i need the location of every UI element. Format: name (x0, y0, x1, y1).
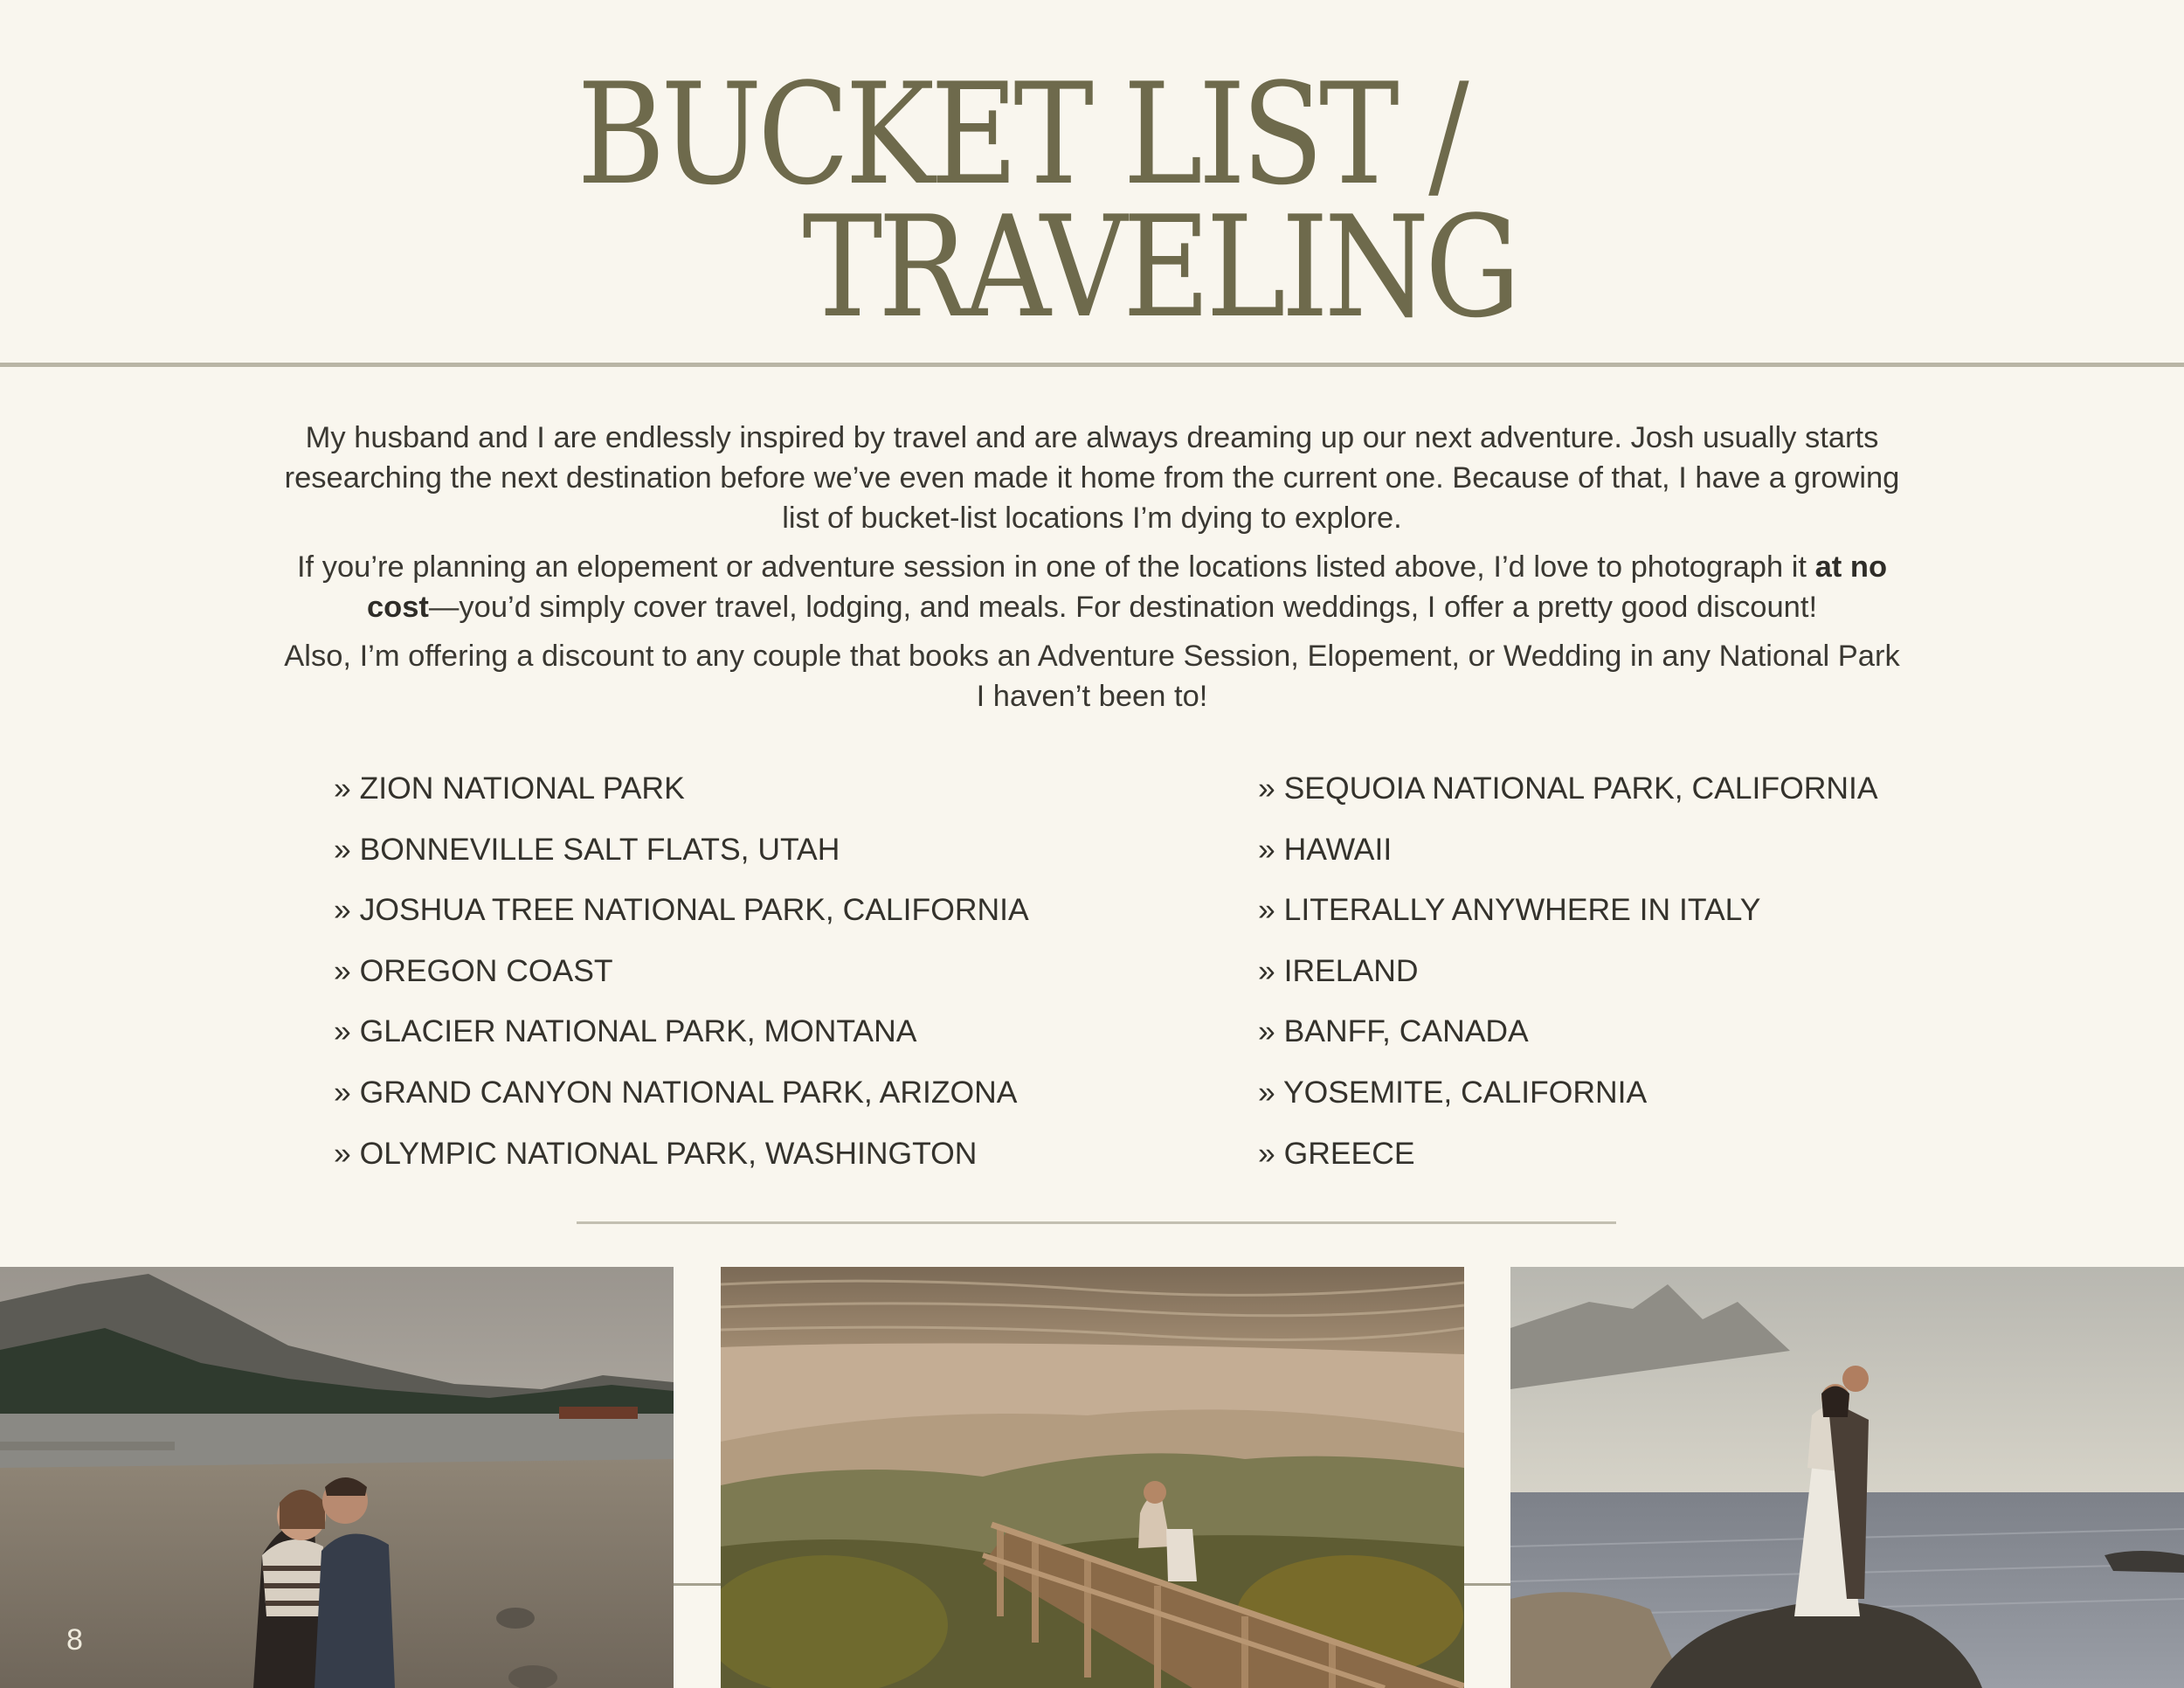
list-item: » LITERALLY ANYWHERE IN ITALY (1258, 892, 1761, 928)
intro-p2-end: —you’d simply cover travel, lodging, and meals. For destination weddings, I offer a pretty good discount! (428, 591, 1818, 624)
list-item: » SEQUOIA NATIONAL PARK, CALIFORNIA (1258, 771, 1878, 806)
locations-right-list (1258, 758, 1878, 1184)
page-title (0, 52, 1878, 349)
list-item: » BANFF, CANADA (1258, 1013, 1529, 1049)
list-item: » OLYMPIC NATIONAL PARK, WASHINGTON (334, 1135, 978, 1171)
intro-p2-start: If you’re planning an elopement or adventure session in one of the locations listed above, I’d love to photograph it (296, 550, 1815, 584)
list-item: » IRELAND (1258, 952, 1419, 988)
intro-paragraph-2 (280, 547, 1904, 627)
intro-paragraph-3: Also, I’m offering a discount to any couple that books an Adventure Session, Elopement, or Wedding in any National Park I haven’t been to! (284, 640, 1900, 713)
locations-left-list (334, 758, 1029, 1184)
page-number: 8 (66, 1623, 83, 1657)
list-item: » HAWAII (1258, 831, 1393, 867)
list-item: » OREGON COAST (334, 952, 613, 988)
lake-couple-photo (0, 1267, 674, 1688)
title-line-2: TRAVELING (802, 185, 1517, 349)
intro-paragraph-1: My husband and I are endlessly inspired by travel and are always dreaming up our next adventure. Josh usually starts researching the next destination before we’ve even made it home from the current one. Because of that, I have a growing list of bucket-list locations I’m dying to explore. (284, 421, 1900, 535)
list-item: » BONNEVILLE SALT FLATS, UTAH (334, 831, 840, 867)
gallery-connector-left (674, 1583, 721, 1586)
gallery-connector-right (1464, 1583, 1510, 1586)
title-divider (0, 363, 2184, 367)
list-item: » ZION NATIONAL PARK (334, 771, 685, 806)
intro-text (280, 418, 1904, 725)
beach-stairs-photo (721, 1267, 1464, 1688)
list-item: » GREECE (1258, 1135, 1415, 1171)
list-item: » GRAND CANYON NATIONAL PARK, ARIZONA (334, 1074, 1018, 1110)
seaside-rock-photo (1510, 1267, 2184, 1688)
list-item: » JOSHUA TREE NATIONAL PARK, CALIFORNIA (334, 892, 1029, 928)
list-item: » YOSEMITE, CALIFORNIA (1258, 1074, 1648, 1110)
section-divider (577, 1221, 1616, 1224)
list-item: » GLACIER NATIONAL PARK, MONTANA (334, 1013, 917, 1049)
intro-p2-bold: at no cost (366, 550, 1888, 624)
title-line-1: BUCKET LIST / (577, 52, 1465, 216)
